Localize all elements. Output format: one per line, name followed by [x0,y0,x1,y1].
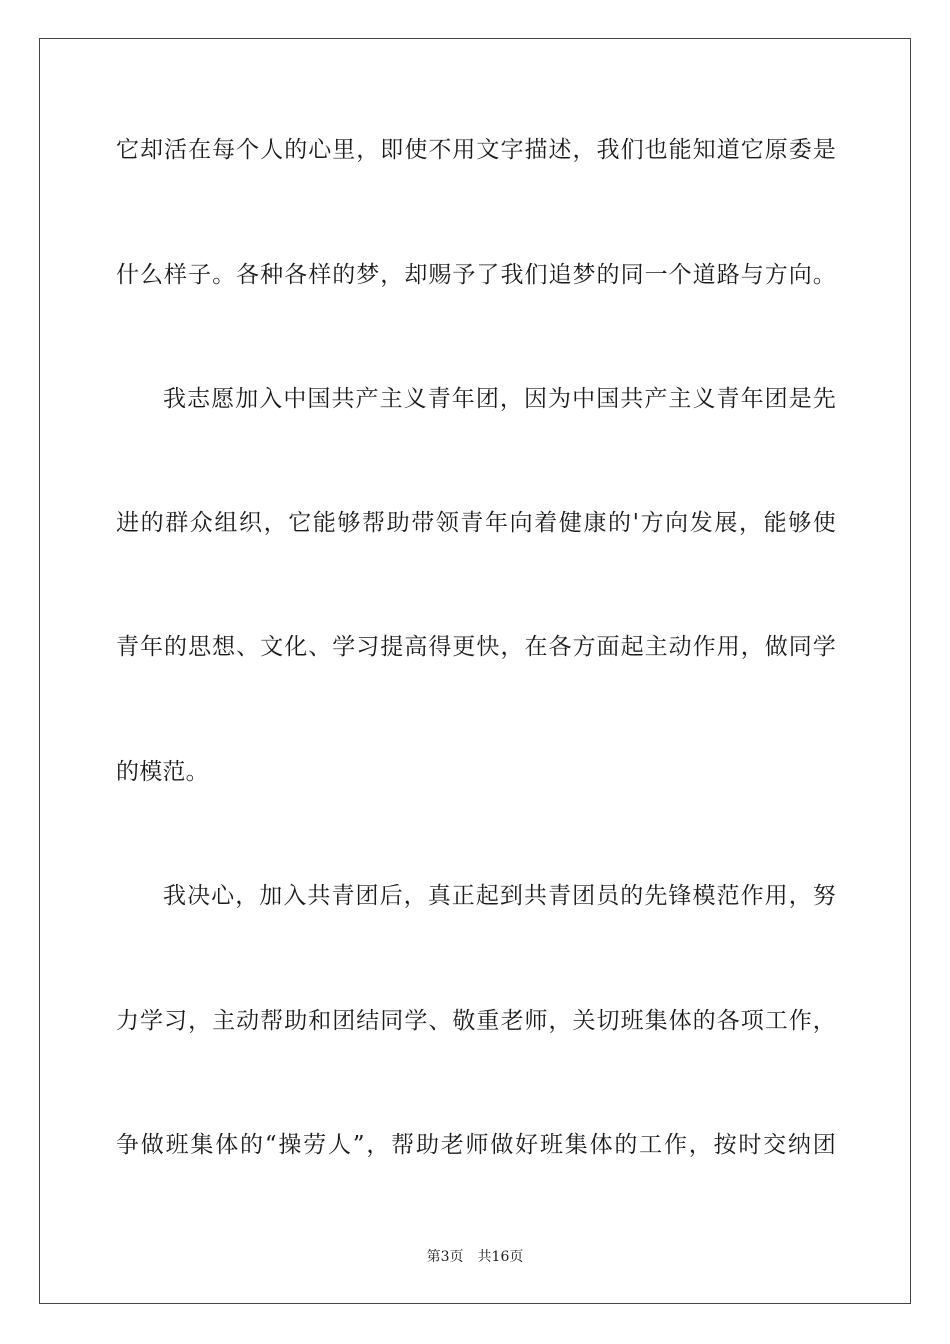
text-line-6: 的模范。 [116,759,209,785]
text-line-2: 什么样子。各种各样的梦，却赐予了我们追梦的同一个道路与方向。 [116,262,836,288]
page-footer [0,1248,950,1266]
text-line-4: 进的群众组织，它能够帮助带领青年向着健康的'方向发展，能够使 [116,510,836,536]
text-line-3: 我志愿加入中国共产主义青年团，因为中国共产主义青年团是先 [163,386,836,412]
text-line-8: 力学习，主动帮助和团结同学、敬重老师，关切班集体的各项工作， [116,1008,836,1034]
text-line-5: 青年的思想、文化、学习提高得更快，在各方面起主动作用，做同学 [116,634,836,660]
text-line-7: 我决心，加入共青团后，真正起到共青团员的先锋模范作用，努 [163,883,836,909]
text-line-9: 争做班集体的“操劳人”，帮助老师做好班集体的工作，按时交纳团 [116,1132,836,1158]
page-number-current: 第3页 [426,1249,464,1265]
page-number-total: 共16页 [477,1249,524,1265]
text-line-1: 它却活在每个人的心里，即使不用文字描述，我们也能知道它原委是 [116,137,836,163]
page-frame [39,38,911,1304]
